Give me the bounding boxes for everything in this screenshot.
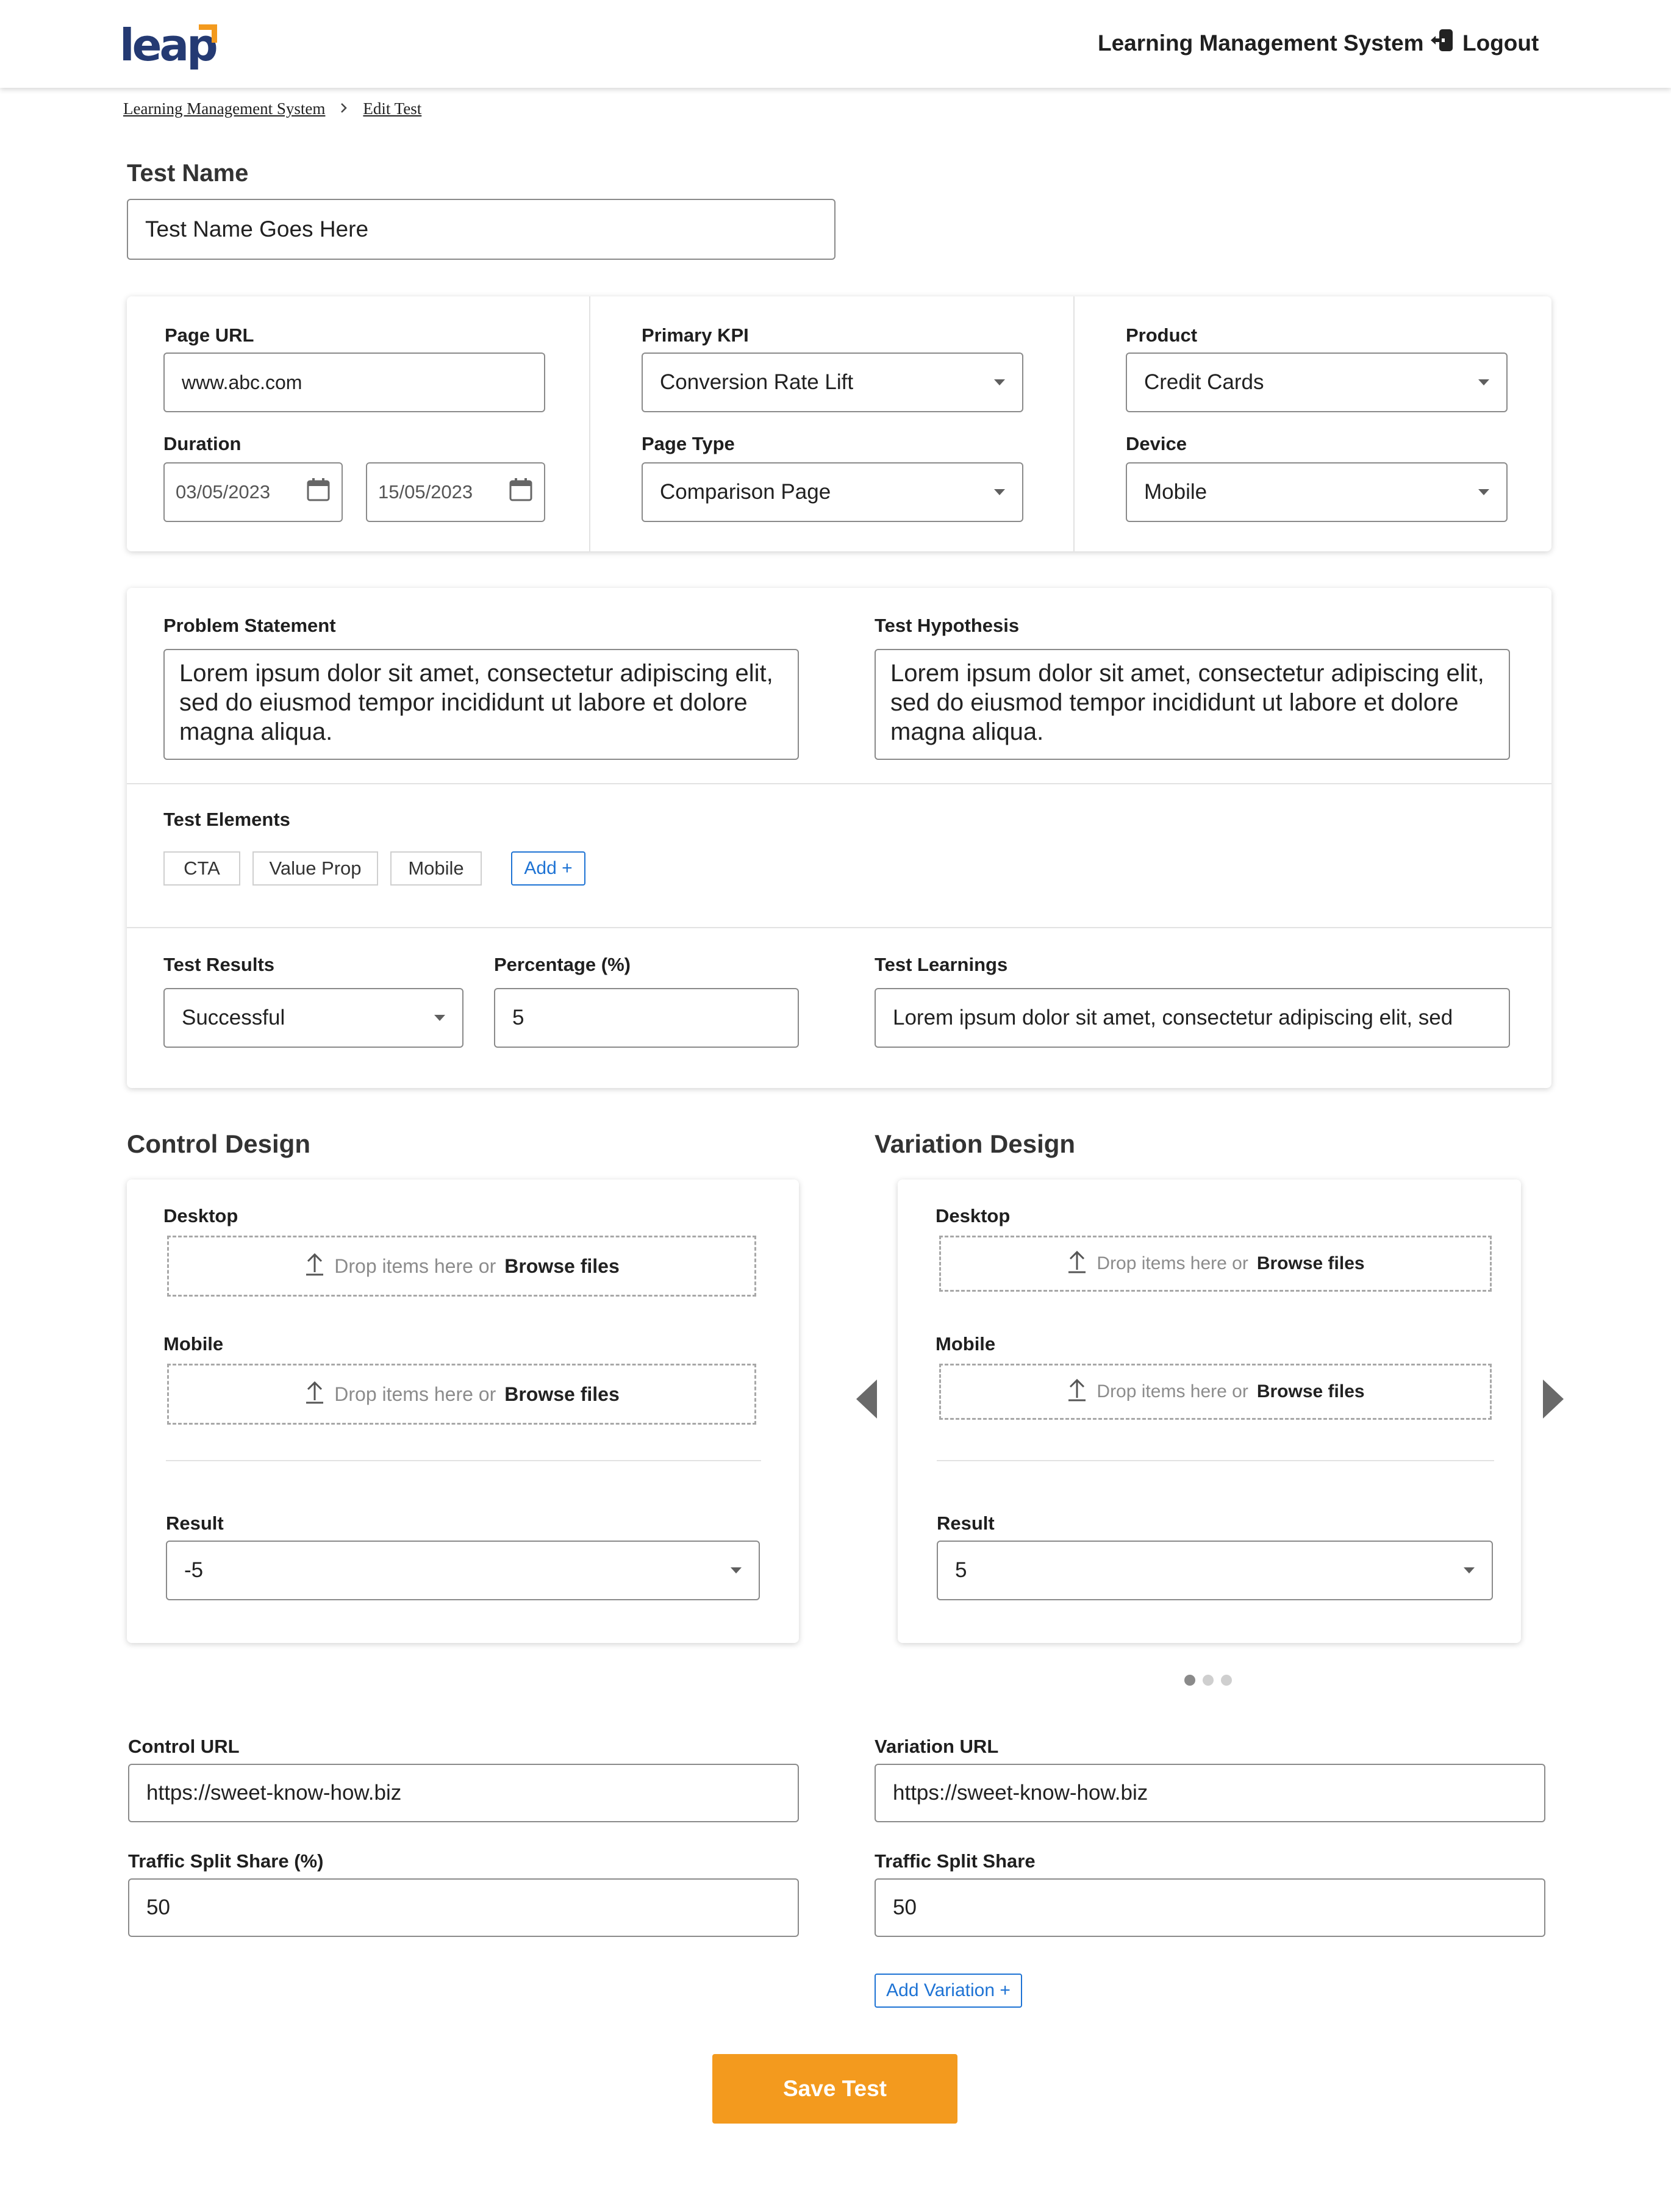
- upload-icon: [304, 1380, 326, 1409]
- divider: [127, 783, 1551, 784]
- logout-label: Logout: [1462, 30, 1539, 55]
- test-learnings-input[interactable]: [875, 988, 1510, 1048]
- test-hypothesis-label: Test Hypothesis: [875, 615, 1020, 636]
- control-url-value: https://sweet-know-how.biz: [146, 1781, 402, 1805]
- control-result-value: -5: [184, 1558, 204, 1582]
- product-value: Credit Cards: [1144, 370, 1264, 394]
- test-results-label: Test Results: [163, 954, 275, 975]
- product-label: Product: [1126, 324, 1198, 346]
- percentage-input[interactable]: [494, 988, 799, 1048]
- divider: [1073, 296, 1075, 551]
- chevron-down-icon: [1478, 489, 1489, 495]
- add-variation-button[interactable]: Add Variation +: [875, 1974, 1022, 2008]
- problem-statement-label: Problem Statement: [163, 615, 336, 636]
- primary-kpi-select[interactable]: [642, 353, 1023, 412]
- carousel-dot[interactable]: [1221, 1675, 1232, 1686]
- control-mobile-dropzone[interactable]: [167, 1364, 756, 1425]
- upload-icon: [1066, 1249, 1088, 1278]
- test-element-chip[interactable]: Value Prop: [252, 851, 378, 886]
- page-type-label: Page Type: [642, 433, 735, 454]
- duration-end-value: 15/05/2023: [378, 481, 473, 503]
- chevron-down-icon: [994, 379, 1005, 385]
- logo-accent-mark: [199, 24, 217, 43]
- primary-kpi-value: Conversion Rate Lift: [660, 370, 854, 394]
- test-hypothesis-textarea[interactable]: [875, 649, 1510, 760]
- carousel-prev-arrow[interactable]: [856, 1380, 877, 1419]
- duration-end-field[interactable]: [366, 462, 545, 522]
- variation-traffic-label: Traffic Split Share: [875, 1850, 1036, 1872]
- dropzone-text: Drop items here or: [1097, 1253, 1248, 1273]
- duration-start-field[interactable]: [163, 462, 343, 522]
- test-name-label: Test Name: [127, 160, 249, 187]
- test-hypothesis-value: Lorem ipsum dolor sit amet, consectetur adipiscing elit, sed do eiusmod tempor incididunt ut labore et dolore magna aliqua.: [890, 660, 1484, 745]
- duration-label: Duration: [163, 433, 242, 454]
- control-url-input[interactable]: [128, 1764, 799, 1822]
- chevron-down-icon: [994, 489, 1005, 495]
- test-elements-label: Test Elements: [163, 809, 290, 830]
- divider: [589, 296, 590, 551]
- divider: [127, 927, 1551, 928]
- device-select[interactable]: [1126, 462, 1508, 522]
- duration-start-value: 03/05/2023: [176, 481, 271, 503]
- carousel-dot[interactable]: [1203, 1675, 1214, 1686]
- control-traffic-value: 50: [146, 1895, 170, 1919]
- variation-url-input[interactable]: [875, 1764, 1545, 1822]
- variation-design-title: Variation Design: [875, 1129, 1076, 1158]
- carousel-dots: [1184, 1675, 1232, 1686]
- breadcrumb-current-link[interactable]: Edit Test: [363, 99, 422, 118]
- variation-url-value: https://sweet-know-how.biz: [893, 1781, 1148, 1805]
- control-desktop-dropzone[interactable]: [167, 1236, 756, 1297]
- problem-statement-value: Lorem ipsum dolor sit amet, consectetur adipiscing elit, sed do eiusmod tempor incididunt ut labore et dolore magna aliqua.: [179, 660, 773, 745]
- page-type-select[interactable]: [642, 462, 1023, 522]
- save-test-button[interactable]: Save Test: [712, 2054, 957, 2124]
- device-label: Device: [1126, 433, 1187, 454]
- carousel-dot[interactable]: [1184, 1675, 1195, 1686]
- test-learnings-label: Test Learnings: [875, 954, 1008, 975]
- test-name-value: Test Name Goes Here: [145, 217, 369, 242]
- test-name-input[interactable]: [127, 199, 836, 260]
- percentage-value: 5: [512, 1006, 524, 1029]
- chevron-down-icon: [731, 1567, 742, 1573]
- dropzone-text: Drop items here or: [1097, 1381, 1248, 1401]
- variation-result-select[interactable]: [937, 1541, 1493, 1600]
- divider: [166, 1460, 761, 1461]
- test-results-select[interactable]: [163, 988, 463, 1048]
- breadcrumb-root-link[interactable]: Learning Management System: [123, 99, 326, 118]
- device-value: Mobile: [1144, 480, 1208, 504]
- upload-icon: [1066, 1377, 1088, 1406]
- control-traffic-input[interactable]: [128, 1878, 799, 1937]
- control-result-select[interactable]: [166, 1541, 760, 1600]
- control-traffic-label: Traffic Split Share (%): [128, 1850, 324, 1872]
- problem-statement-textarea[interactable]: [163, 649, 799, 760]
- variation-url-label: Variation URL: [875, 1736, 999, 1757]
- page-url-label: Page URL: [165, 324, 254, 346]
- variation-traffic-input[interactable]: [875, 1878, 1545, 1937]
- chevron-right-icon: [340, 99, 348, 118]
- top-header: [0, 0, 1671, 88]
- control-desktop-label: Desktop: [163, 1205, 238, 1226]
- browse-files-link[interactable]: Browse files: [504, 1383, 620, 1405]
- leap-logo[interactable]: leap: [120, 20, 216, 71]
- browse-files-link[interactable]: Browse files: [504, 1255, 620, 1277]
- test-element-chip[interactable]: CTA: [163, 851, 240, 886]
- variation-result-value: 5: [955, 1558, 967, 1582]
- product-select[interactable]: [1126, 353, 1508, 412]
- browse-files-link[interactable]: Browse files: [1256, 1253, 1365, 1273]
- variation-desktop-dropzone[interactable]: [939, 1236, 1492, 1292]
- chevron-down-icon: [1464, 1567, 1475, 1573]
- calendar-icon[interactable]: [509, 478, 533, 507]
- test-learnings-value: Lorem ipsum dolor sit amet, consectetur adipiscing elit, sed: [893, 1006, 1453, 1029]
- variation-desktop-label: Desktop: [936, 1205, 1011, 1226]
- calendar-icon[interactable]: [306, 478, 331, 507]
- variation-mobile-label: Mobile: [936, 1333, 996, 1355]
- app-title: Learning Management System: [1098, 30, 1424, 55]
- variation-mobile-dropzone[interactable]: [939, 1364, 1492, 1420]
- test-results-value: Successful: [182, 1006, 285, 1029]
- logout-button[interactable]: [1429, 28, 1539, 58]
- dropzone-text: Drop items here or: [334, 1255, 496, 1277]
- logout-icon: [1429, 28, 1455, 58]
- page-url-input[interactable]: [163, 353, 545, 412]
- variation-result-label: Result: [937, 1512, 995, 1534]
- add-test-element-button[interactable]: Add +: [511, 851, 585, 886]
- breadcrumb: [123, 99, 421, 118]
- chevron-down-icon: [1478, 379, 1489, 385]
- page-url-value: www.abc.com: [182, 371, 302, 393]
- browse-files-link[interactable]: Browse files: [1256, 1381, 1365, 1401]
- carousel-next-arrow[interactable]: [1543, 1380, 1564, 1419]
- test-element-chip[interactable]: Mobile: [390, 851, 482, 886]
- primary-kpi-label: Primary KPI: [642, 324, 749, 346]
- upload-icon: [304, 1251, 326, 1281]
- divider: [937, 1460, 1494, 1461]
- control-url-label: Control URL: [128, 1736, 240, 1757]
- control-result-label: Result: [166, 1512, 224, 1534]
- variation-traffic-value: 50: [893, 1895, 917, 1919]
- percentage-label: Percentage (%): [494, 954, 631, 975]
- dropzone-text: Drop items here or: [334, 1383, 496, 1405]
- control-mobile-label: Mobile: [163, 1333, 224, 1355]
- page-type-value: Comparison Page: [660, 480, 831, 504]
- control-design-title: Control Design: [127, 1129, 310, 1158]
- chevron-down-icon: [434, 1015, 445, 1021]
